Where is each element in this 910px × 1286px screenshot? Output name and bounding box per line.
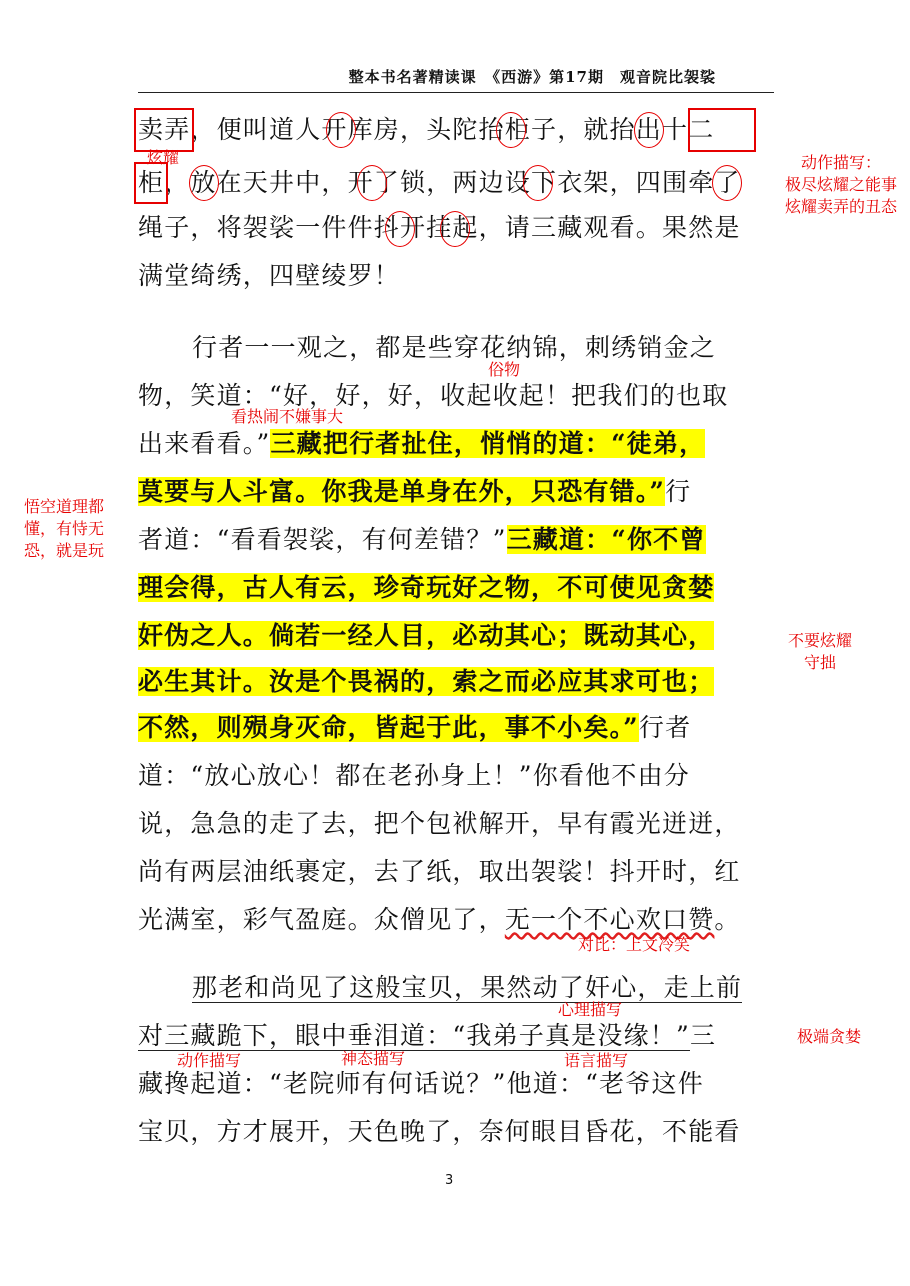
underlined-text: 那老和尚见了这般宝贝，果然动了奸心，走上前	[192, 973, 743, 1002]
text-line-8: 莫要与人斗富。你我是单身在外，只恐有错。”行	[138, 477, 692, 506]
text-line-14: 道：“放心放心！都在老孙身上！”你看他不由分	[138, 761, 690, 790]
annotation-circle	[385, 211, 415, 247]
highlight-quote: 三藏把行者扯住，悄悄的道：“徒弟，	[270, 429, 706, 458]
text-line-16: 尚有两层油纸裹定，去了纸，取出袈裟！抖开时，红	[138, 857, 741, 886]
note-buyao: 不要炫耀 守拙	[787, 631, 852, 672]
highlight-quote: 莫要与人斗富。你我是单身在外，只恐有错。”	[138, 477, 666, 506]
note-dongzuo: 动作描写	[177, 1051, 242, 1070]
annotation-box	[134, 108, 194, 152]
annotation-circle	[189, 165, 219, 201]
annotation-circle	[496, 112, 526, 148]
annotation-circle	[357, 165, 387, 201]
note-duibi: 对比：上文冷笑	[578, 935, 691, 954]
underlined-text: 对三藏跪下，眼中垂泪道：“我弟子真是没缘！”	[138, 1021, 690, 1050]
text-line-20: 藏搀起道：“老院师有何话说？”他道：“老爷这件	[138, 1069, 704, 1098]
wavy-underline: 无一个不心欢口赞	[504, 905, 715, 934]
note-wukong: 悟空道理都 懂，有恃无 恐，就是玩	[24, 497, 105, 560]
text-line-15: 说，急急的走了去，把个包袱解开，早有霞光迸迸，	[138, 809, 741, 838]
text-line-18	[192, 968, 742, 1008]
note-shentai: 神态描写	[341, 1049, 406, 1068]
note-yuyan: 语言描写	[564, 1051, 629, 1070]
text-line-4: 满堂绮绣，四壁绫罗！	[138, 261, 401, 290]
note-jiduan: 极端贪婪	[797, 1027, 862, 1046]
text-line-19: 对三藏跪下，眼中垂泪道：“我弟子真是没缘！”三	[138, 1021, 717, 1050]
text-line-12	[138, 662, 714, 702]
annotation-circle	[326, 112, 356, 148]
text-line-9: 者道：“看看袈裟，有何差错？”三藏道：“你不曾	[138, 525, 706, 554]
annotation-circle	[523, 165, 553, 201]
note-suwu: 俗物	[488, 360, 521, 379]
highlight-quote: 理会得，古人有云，珍奇玩好之物，不可使见贪婪	[138, 573, 715, 602]
note-action-right: 动作描写： 极尽炫耀之能事 炫耀卖弄的丑态	[784, 153, 897, 216]
text-line-1: 卖弄，便叫道人开库房，头陀抬柜子，就抬出十二	[138, 115, 715, 144]
annotation-circle	[634, 112, 664, 148]
text-line-17: 光满室，彩气盈庭。众僧见了，无一个不心欢口赞。	[138, 905, 741, 934]
text-line-10	[138, 568, 714, 608]
highlight-quote: 不然，则殒身灭命，皆起于此，事不小矣。”	[138, 713, 639, 742]
page-header	[138, 62, 774, 93]
highlight-quote: 必生其计。汝是个畏祸的，索之而必应其求可也；	[138, 667, 715, 696]
note-xinli: 心理描写	[558, 1000, 623, 1019]
highlight-quote: 奸伪之人。倘若一经人目，必动其心；既动其心，	[138, 621, 715, 650]
annotation-circle	[712, 165, 742, 201]
note-xuanyao: 炫耀	[147, 148, 180, 167]
text-line-21: 宝贝，方才展开，天色晚了，奈何眼目昏花，不能看	[138, 1117, 741, 1146]
text-line-2: 柜，放在天井中，开了锁，两边设下衣架，四围牵了	[138, 168, 741, 197]
text-line-7: 出来看看。”三藏把行者扯住，悄悄的道：“徒弟，	[138, 429, 706, 458]
header-title: 整本书名著精读课 《西游》第17期 观音院比袈裟	[348, 68, 716, 86]
annotation-circle	[440, 211, 470, 247]
text-line-6: 物，笑道：“好，好，好，收起收起！把我们的也取	[138, 381, 729, 410]
highlight-quote: 三藏道：“你不曾	[506, 525, 706, 554]
note-kanrenao: 看热闹不嫌事大	[231, 407, 344, 426]
text-line-5: 行者一一观之，都是些穿花纳锦，刺绣销金之	[192, 333, 717, 362]
annotation-box	[688, 108, 756, 152]
text-line-13: 不然，则殒身灭命，皆起于此，事不小矣。”行者	[138, 713, 692, 742]
text-line-11	[138, 616, 714, 656]
page-number: 3	[445, 1173, 454, 1188]
text-line-3: 绳子，将袈裟一件件抖开挂起，请三藏观看。果然是	[138, 213, 741, 242]
